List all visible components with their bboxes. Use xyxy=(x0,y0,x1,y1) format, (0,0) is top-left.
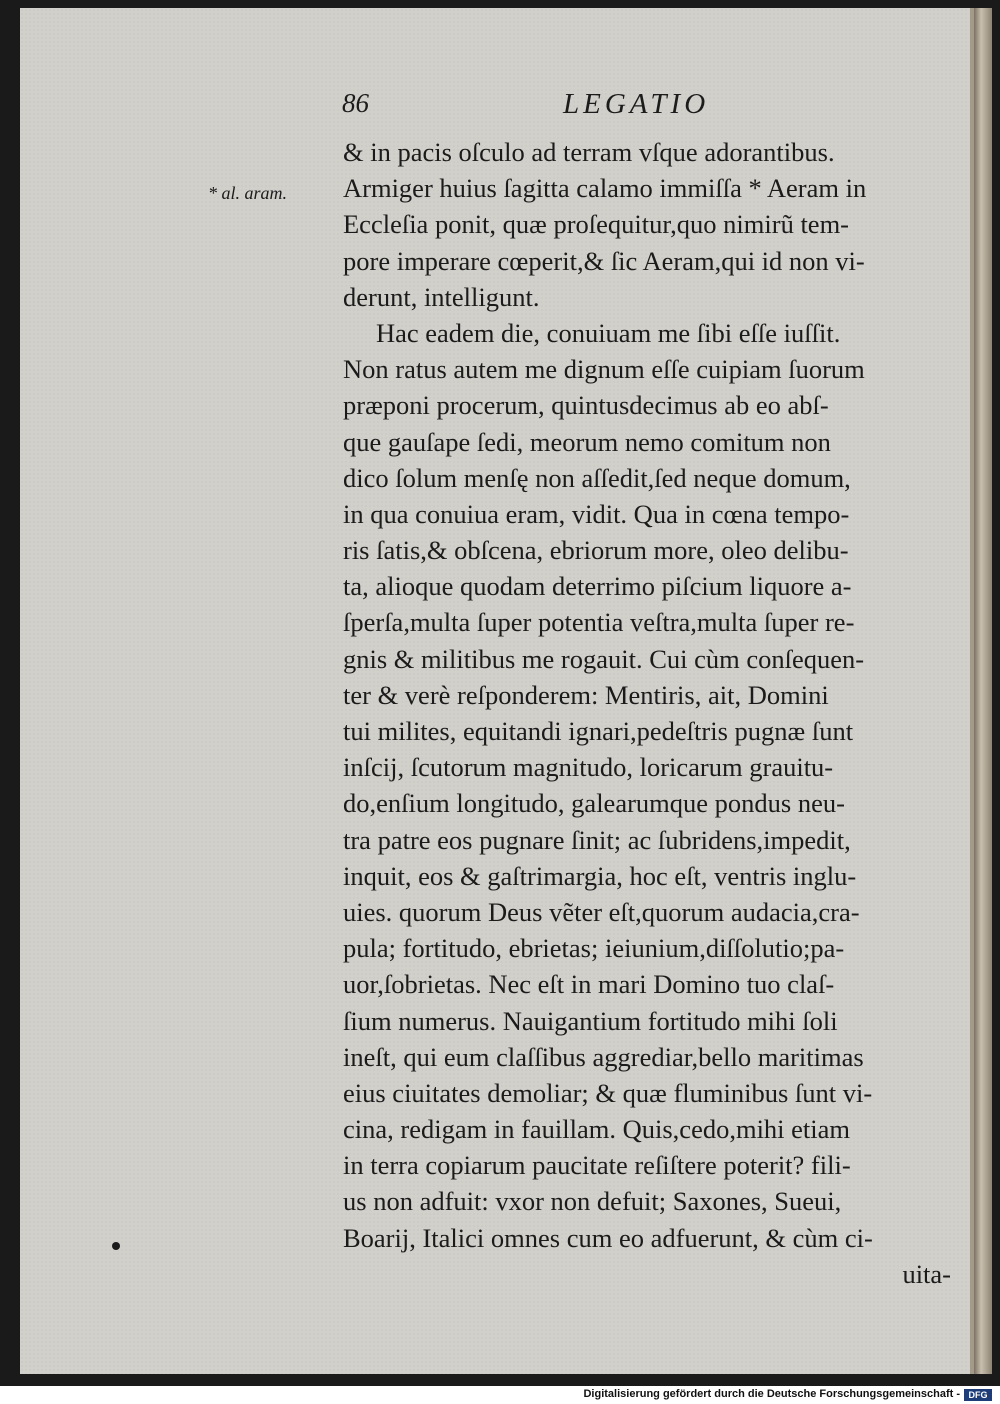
text-line: tui milites, equitandi ignari,pedeſtris pugnæ ſunt xyxy=(343,716,854,746)
text-line: pula; fortitudo, ebrietas; ieiunium,diſſolutio;pa- xyxy=(343,933,845,964)
page-number: 86 xyxy=(342,88,369,118)
text-line: Eccleſia ponit, quæ proſequitur,quo nimirũ tem- xyxy=(343,209,850,240)
text-line: ſperſa,multa ſuper potentia veſtra,multa ſuper re- xyxy=(343,607,855,638)
text-line: do,enſium longitudo, galearumque pondus neu- xyxy=(343,788,845,819)
text-line: ter & verè reſponderem: Mentiris, ait, Domini xyxy=(343,679,829,710)
text-line: uor,ſobrietas. Nec eſt in mari Domino tuo claſ- xyxy=(343,969,835,1000)
text-line: uies. quorum Deus vẽter eſt,quorum audacia,cra- xyxy=(343,896,860,927)
text-line: uita- xyxy=(902,1258,951,1289)
text-line: Armiger huius ſagitta calamo immiſſa * Aeram in xyxy=(343,173,867,204)
text-line: pore imperare cœperit,& ſic Aeram,qui id non vi- xyxy=(343,245,865,276)
text-line: que gauſape ſedi, meorum nemo comitum non xyxy=(343,426,831,457)
text-line: ineſt, qui eum claſſibus aggrediar,bello maritimas xyxy=(343,1041,864,1072)
marginal-note: * al. aram. xyxy=(208,183,288,203)
text-line: Non ratus autem me dignum eſſe cuipiam ſuorum xyxy=(343,354,865,385)
page-header xyxy=(320,88,960,128)
text-line: ſium numerus. Nauigantium fortitudo mihi ſoli xyxy=(343,1005,838,1036)
text-line: inquit, eos & gaſtrimargia, hoc eſt, ventris inglu- xyxy=(343,860,857,891)
ink-dot xyxy=(112,1242,120,1250)
text-line: præponi procerum, quintusdecimus ab eo abſ- xyxy=(343,390,829,421)
dfg-logo: DFG xyxy=(964,1389,992,1401)
text-line: ta, alioque quodam deterrimo piſcium liquore a- xyxy=(343,571,852,602)
footer-bar xyxy=(0,1386,1000,1404)
text-line: derunt, intelligunt. xyxy=(343,281,540,312)
body-text xyxy=(343,134,951,1292)
text-line: ris ſatis,& obſcena, ebriorum more, oleo delibu- xyxy=(343,535,849,566)
page-edge xyxy=(974,8,992,1374)
text-line: in terra copiarum paucitate reſiſtere poterit? fili- xyxy=(343,1150,851,1181)
text-line: us non adfuit: vxor non defuit; Saxones, Sueui, xyxy=(343,1186,842,1217)
running-title: LEGATIO xyxy=(563,88,710,120)
text-line: cina, redigam in fauillam. Quis,cedo,mihi etiam xyxy=(343,1114,851,1145)
text-line: & in pacis oſculo ad terram vſque adorantibus. xyxy=(343,137,835,167)
text-line: tra patre eos pugnare ſinit; ac ſubridens,impedit, xyxy=(343,824,851,855)
text-line: inſcij, ſcutorum magnitudo, loricarum grauitu- xyxy=(343,752,834,783)
text-line: eius ciuitates demoliar; & quæ fluminibus ſunt vi- xyxy=(343,1077,873,1108)
text-line: Boarij, Italici omnes cum eo adfuerunt, & cùm ci- xyxy=(343,1222,873,1253)
funding-credit: Digitalisierung gefördert durch die Deutsche Forschungsgemeinschaft - xyxy=(583,1388,960,1400)
text-line: gnis & militibus me rogauit. Cui cùm conſequen- xyxy=(343,643,865,674)
text-line: Hac eadem die, conuiuam me ſibi eſſe iuſſit. xyxy=(376,317,841,348)
text-line: dico ſolum menſę non aſſedit,ſed neque domum, xyxy=(343,462,851,493)
text-line: in qua conuiua eram, vidit. Qua in cœna tempo- xyxy=(343,498,850,529)
